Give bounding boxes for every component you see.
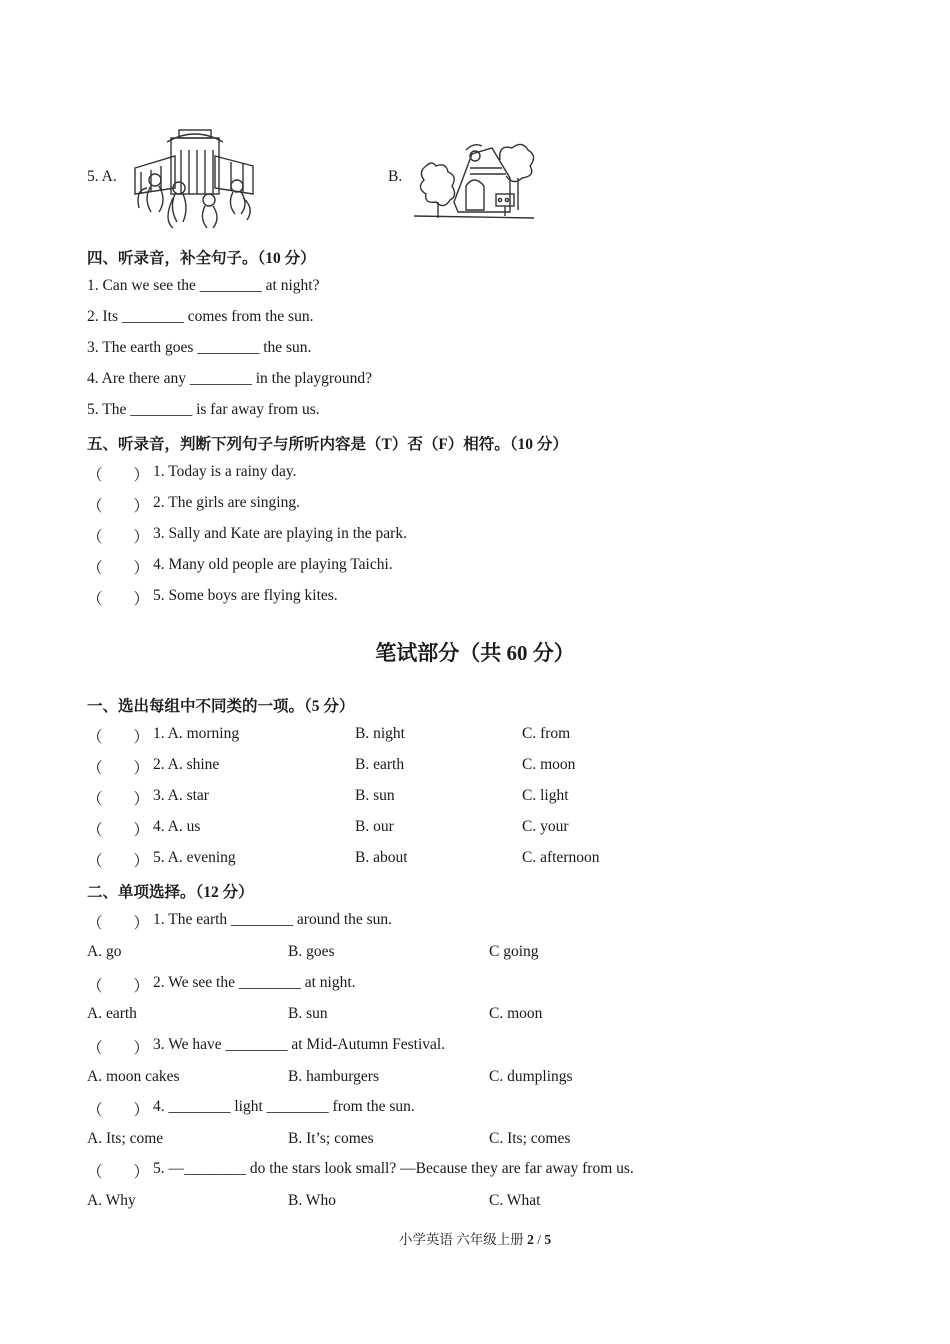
- option-a: A. Its; come: [87, 1130, 164, 1147]
- page-footer: [0, 1228, 950, 1248]
- answer-parentheses: （ ）: [87, 467, 150, 484]
- option-b: B. night: [355, 725, 405, 742]
- q5-b-label: B.: [388, 168, 403, 185]
- option-c: C. moon: [489, 1005, 543, 1022]
- answer-parentheses: （ ）: [87, 915, 150, 932]
- option-b: B. Who: [288, 1192, 336, 1209]
- option-b: B. about: [355, 849, 408, 866]
- footer-separator: /: [537, 1232, 541, 1247]
- option-c: C. dumplings: [489, 1068, 573, 1085]
- statement-text: 3. Sally and Kate are playing in the park.: [153, 525, 407, 542]
- question-text: 2. We see the ________ at night.: [153, 974, 356, 991]
- option-c: C. Its; comes: [489, 1130, 571, 1147]
- option-c: C. What: [489, 1192, 541, 1209]
- option-c: C. moon: [522, 756, 576, 773]
- section4-item: 2. Its ________ comes from the sun.: [87, 308, 314, 325]
- option-c: C. afternoon: [522, 849, 600, 866]
- answer-parentheses: （ ）: [87, 1040, 150, 1057]
- option-a: 5. A. evening: [153, 849, 236, 866]
- section4-item: 5. The ________ is far away from us.: [87, 401, 320, 418]
- section4-item: 4. Are there any ________ in the playground?: [87, 370, 372, 387]
- footer-subject: 小学英语 六年级上册: [398, 1232, 524, 1247]
- question-text: 4. ________ light ________ from the sun.: [153, 1098, 415, 1115]
- option-a: 3. A. star: [153, 787, 209, 804]
- statement-text: 1. Today is a rainy day.: [153, 463, 297, 480]
- house-trees-illustration: [414, 138, 536, 224]
- section5-heading: 五、听录音，判断下列句子与所听内容是（T）否（F）相符。（10 分）: [87, 436, 568, 453]
- answer-parentheses: （ ）: [87, 591, 150, 608]
- answer-parentheses: （ ）: [87, 560, 150, 577]
- option-b: B. earth: [355, 756, 405, 773]
- statement-text: 5. Some boys are flying kites.: [153, 587, 338, 604]
- option-c: C. light: [522, 787, 569, 804]
- option-a: A. earth: [87, 1005, 137, 1022]
- footer-total-pages: 5: [544, 1232, 552, 1247]
- option-c: C going: [489, 943, 539, 960]
- question-text: 5. —________ do the stars look small? —Because they are far away from us.: [153, 1160, 634, 1177]
- option-a: A. Why: [87, 1192, 136, 1209]
- question-text: 3. We have ________ at Mid-Autumn Festival.: [153, 1036, 446, 1053]
- question-text: 1. The earth ________ around the sun.: [153, 911, 393, 928]
- answer-parentheses: （ ）: [87, 1102, 150, 1119]
- footer-page-number: 2: [527, 1232, 534, 1247]
- answer-parentheses: （ ）: [87, 978, 150, 995]
- option-b: B. goes: [288, 943, 335, 960]
- section4-item: 3. The earth goes ________ the sun.: [87, 339, 312, 356]
- option-b: B. sun: [355, 787, 395, 804]
- option-b: B. our: [355, 818, 394, 835]
- answer-parentheses: （ ）: [87, 529, 150, 546]
- option-b: B. sun: [288, 1005, 328, 1022]
- option-a: A. moon cakes: [87, 1068, 180, 1085]
- part1-heading: 一、选出每组中不同类的一项。（5 分）: [87, 698, 355, 715]
- answer-parentheses: （ ）: [87, 498, 150, 515]
- answer-parentheses: （ ）: [87, 791, 150, 808]
- answer-parentheses: （ ）: [87, 822, 150, 839]
- zoo-monkeys-illustration: [133, 128, 257, 232]
- answer-parentheses: （ ）: [87, 1164, 150, 1181]
- option-a: A. go: [87, 943, 122, 960]
- statement-text: 4. Many old people are playing Taichi.: [153, 556, 393, 573]
- option-c: C. from: [522, 725, 571, 742]
- option-a: 4. A. us: [153, 818, 201, 835]
- statement-text: 2. The girls are singing.: [153, 494, 300, 511]
- option-a: 1. A. morning: [153, 725, 240, 742]
- option-b: B. hamburgers: [288, 1068, 379, 1085]
- section4-item: 1. Can we see the ________ at night?: [87, 277, 320, 294]
- answer-parentheses: （ ）: [87, 853, 150, 870]
- option-a: 2. A. shine: [153, 756, 220, 773]
- part2-heading: 二、单项选择。（12 分）: [87, 884, 254, 901]
- answer-parentheses: （ ）: [87, 729, 150, 746]
- option-c: C. your: [522, 818, 569, 835]
- option-b: B. It’s; comes: [288, 1130, 374, 1147]
- section4-heading: 四、听录音，补全句子。（10 分）: [87, 250, 316, 267]
- q5-a-label: 5. A.: [87, 168, 117, 185]
- written-part-title: 笔试部分（共 60 分）: [375, 641, 575, 665]
- answer-parentheses: （ ）: [87, 760, 150, 777]
